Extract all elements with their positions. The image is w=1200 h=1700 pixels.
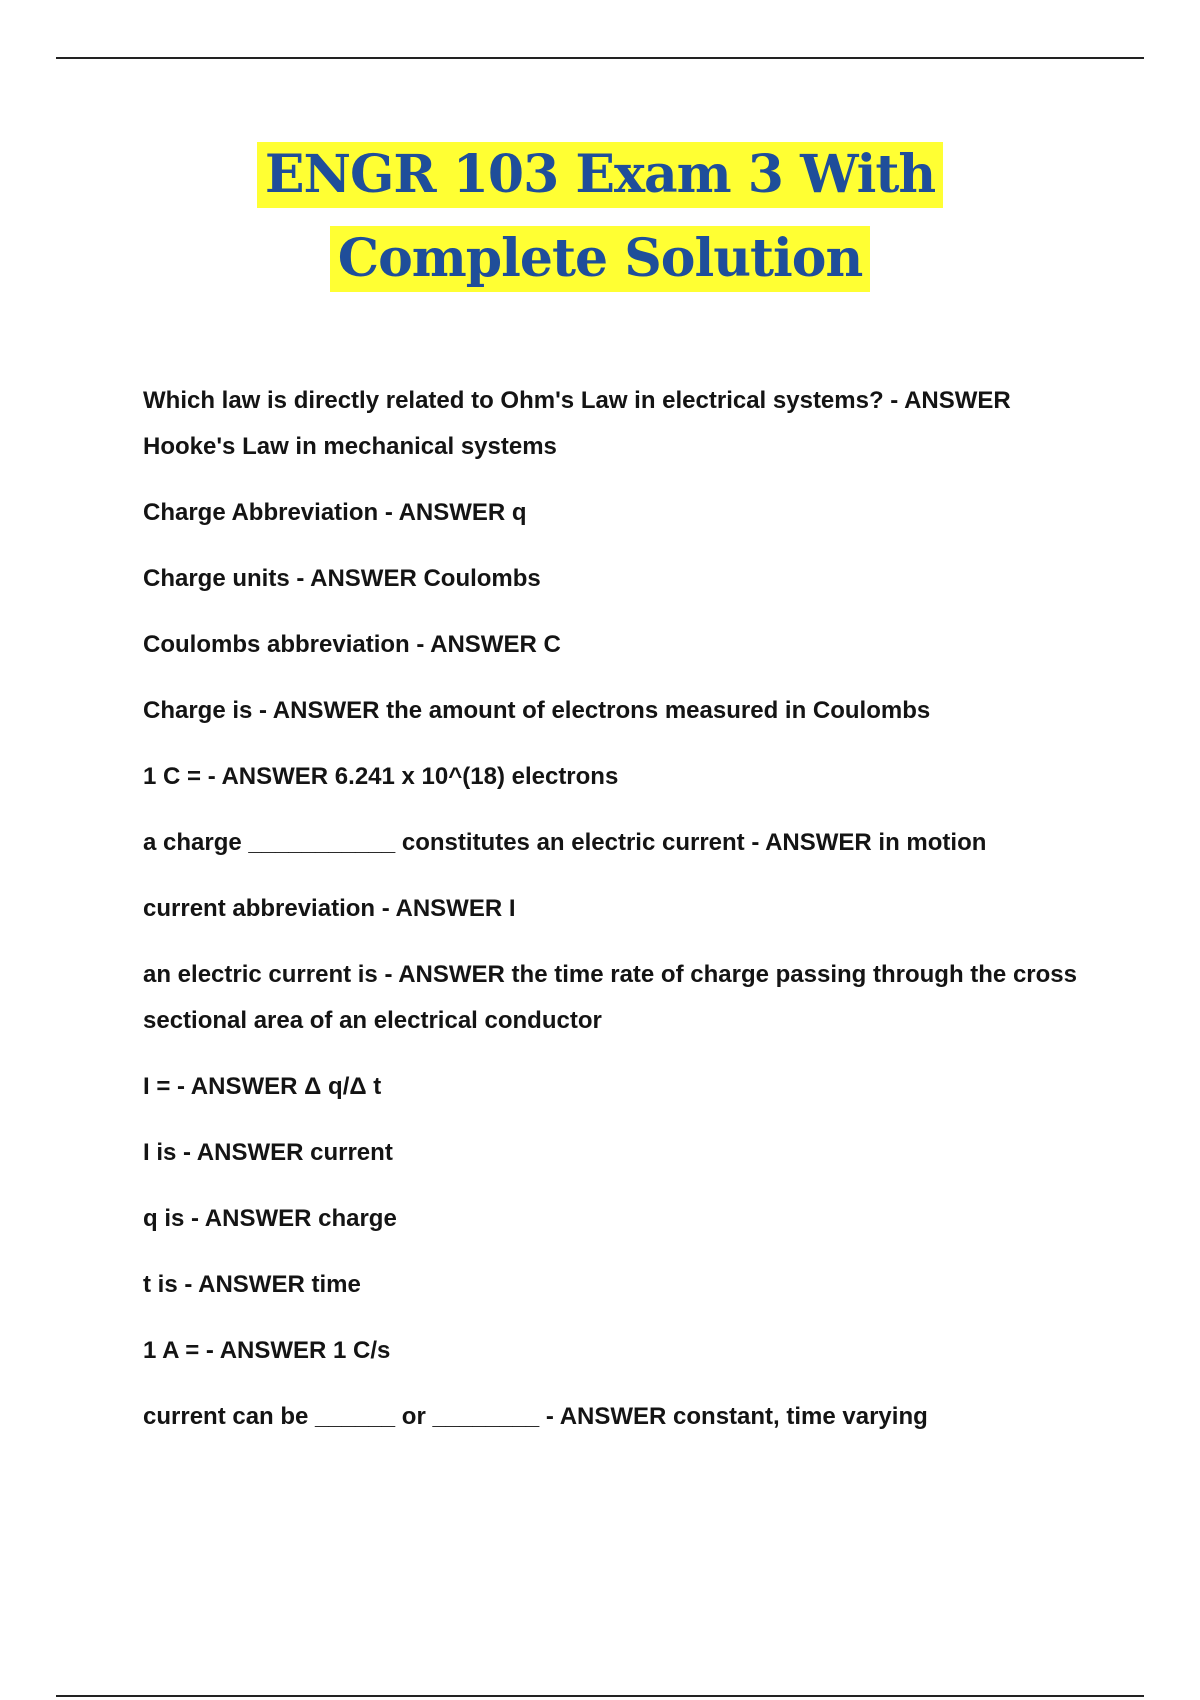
qa-item: I is - ANSWER current (143, 1139, 393, 1166)
qa-item: Coulombs abbreviation - ANSWER C (143, 631, 561, 658)
qa-item: current abbreviation - ANSWER I (143, 895, 516, 922)
title-line-1-row (0, 142, 1200, 226)
document-title (0, 142, 1200, 310)
qa-item: q is - ANSWER charge (143, 1205, 397, 1232)
qa-item: I = - ANSWER Δ q/Δ t (143, 1073, 382, 1100)
qa-item: 1 A = - ANSWER 1 C/s (143, 1337, 391, 1364)
top-divider (56, 57, 1144, 59)
question-answer-list (143, 378, 1083, 1460)
qa-item: 1 C = - ANSWER 6.241 x 10^(18) electrons (143, 763, 619, 790)
qa-item: a charge ___________ constitutes an electric current - ANSWER in motion (143, 829, 987, 856)
qa-item: Charge units - ANSWER Coulombs (143, 565, 541, 592)
qa-item: Charge Abbreviation - ANSWER q (143, 499, 527, 526)
title-line-2: Complete Solution (330, 226, 871, 292)
title-line-2-row (0, 226, 1200, 310)
qa-item: t is - ANSWER time (143, 1271, 361, 1298)
bottom-divider (56, 1695, 1144, 1697)
qa-item: Charge is - ANSWER the amount of electrons measured in Coulombs (143, 697, 931, 724)
title-line-1: ENGR 103 Exam 3 With (257, 142, 943, 208)
qa-item: current can be ______ or ________ - ANSWER constant, time varying (143, 1403, 928, 1430)
qa-item: an electric current is - ANSWER the time rate of charge passing through the cross sectional area of an electrical conductor (143, 961, 1077, 1034)
qa-item: Which law is directly related to Ohm's Law in electrical systems? - ANSWER Hooke's Law in mechanical systems (143, 387, 1011, 460)
